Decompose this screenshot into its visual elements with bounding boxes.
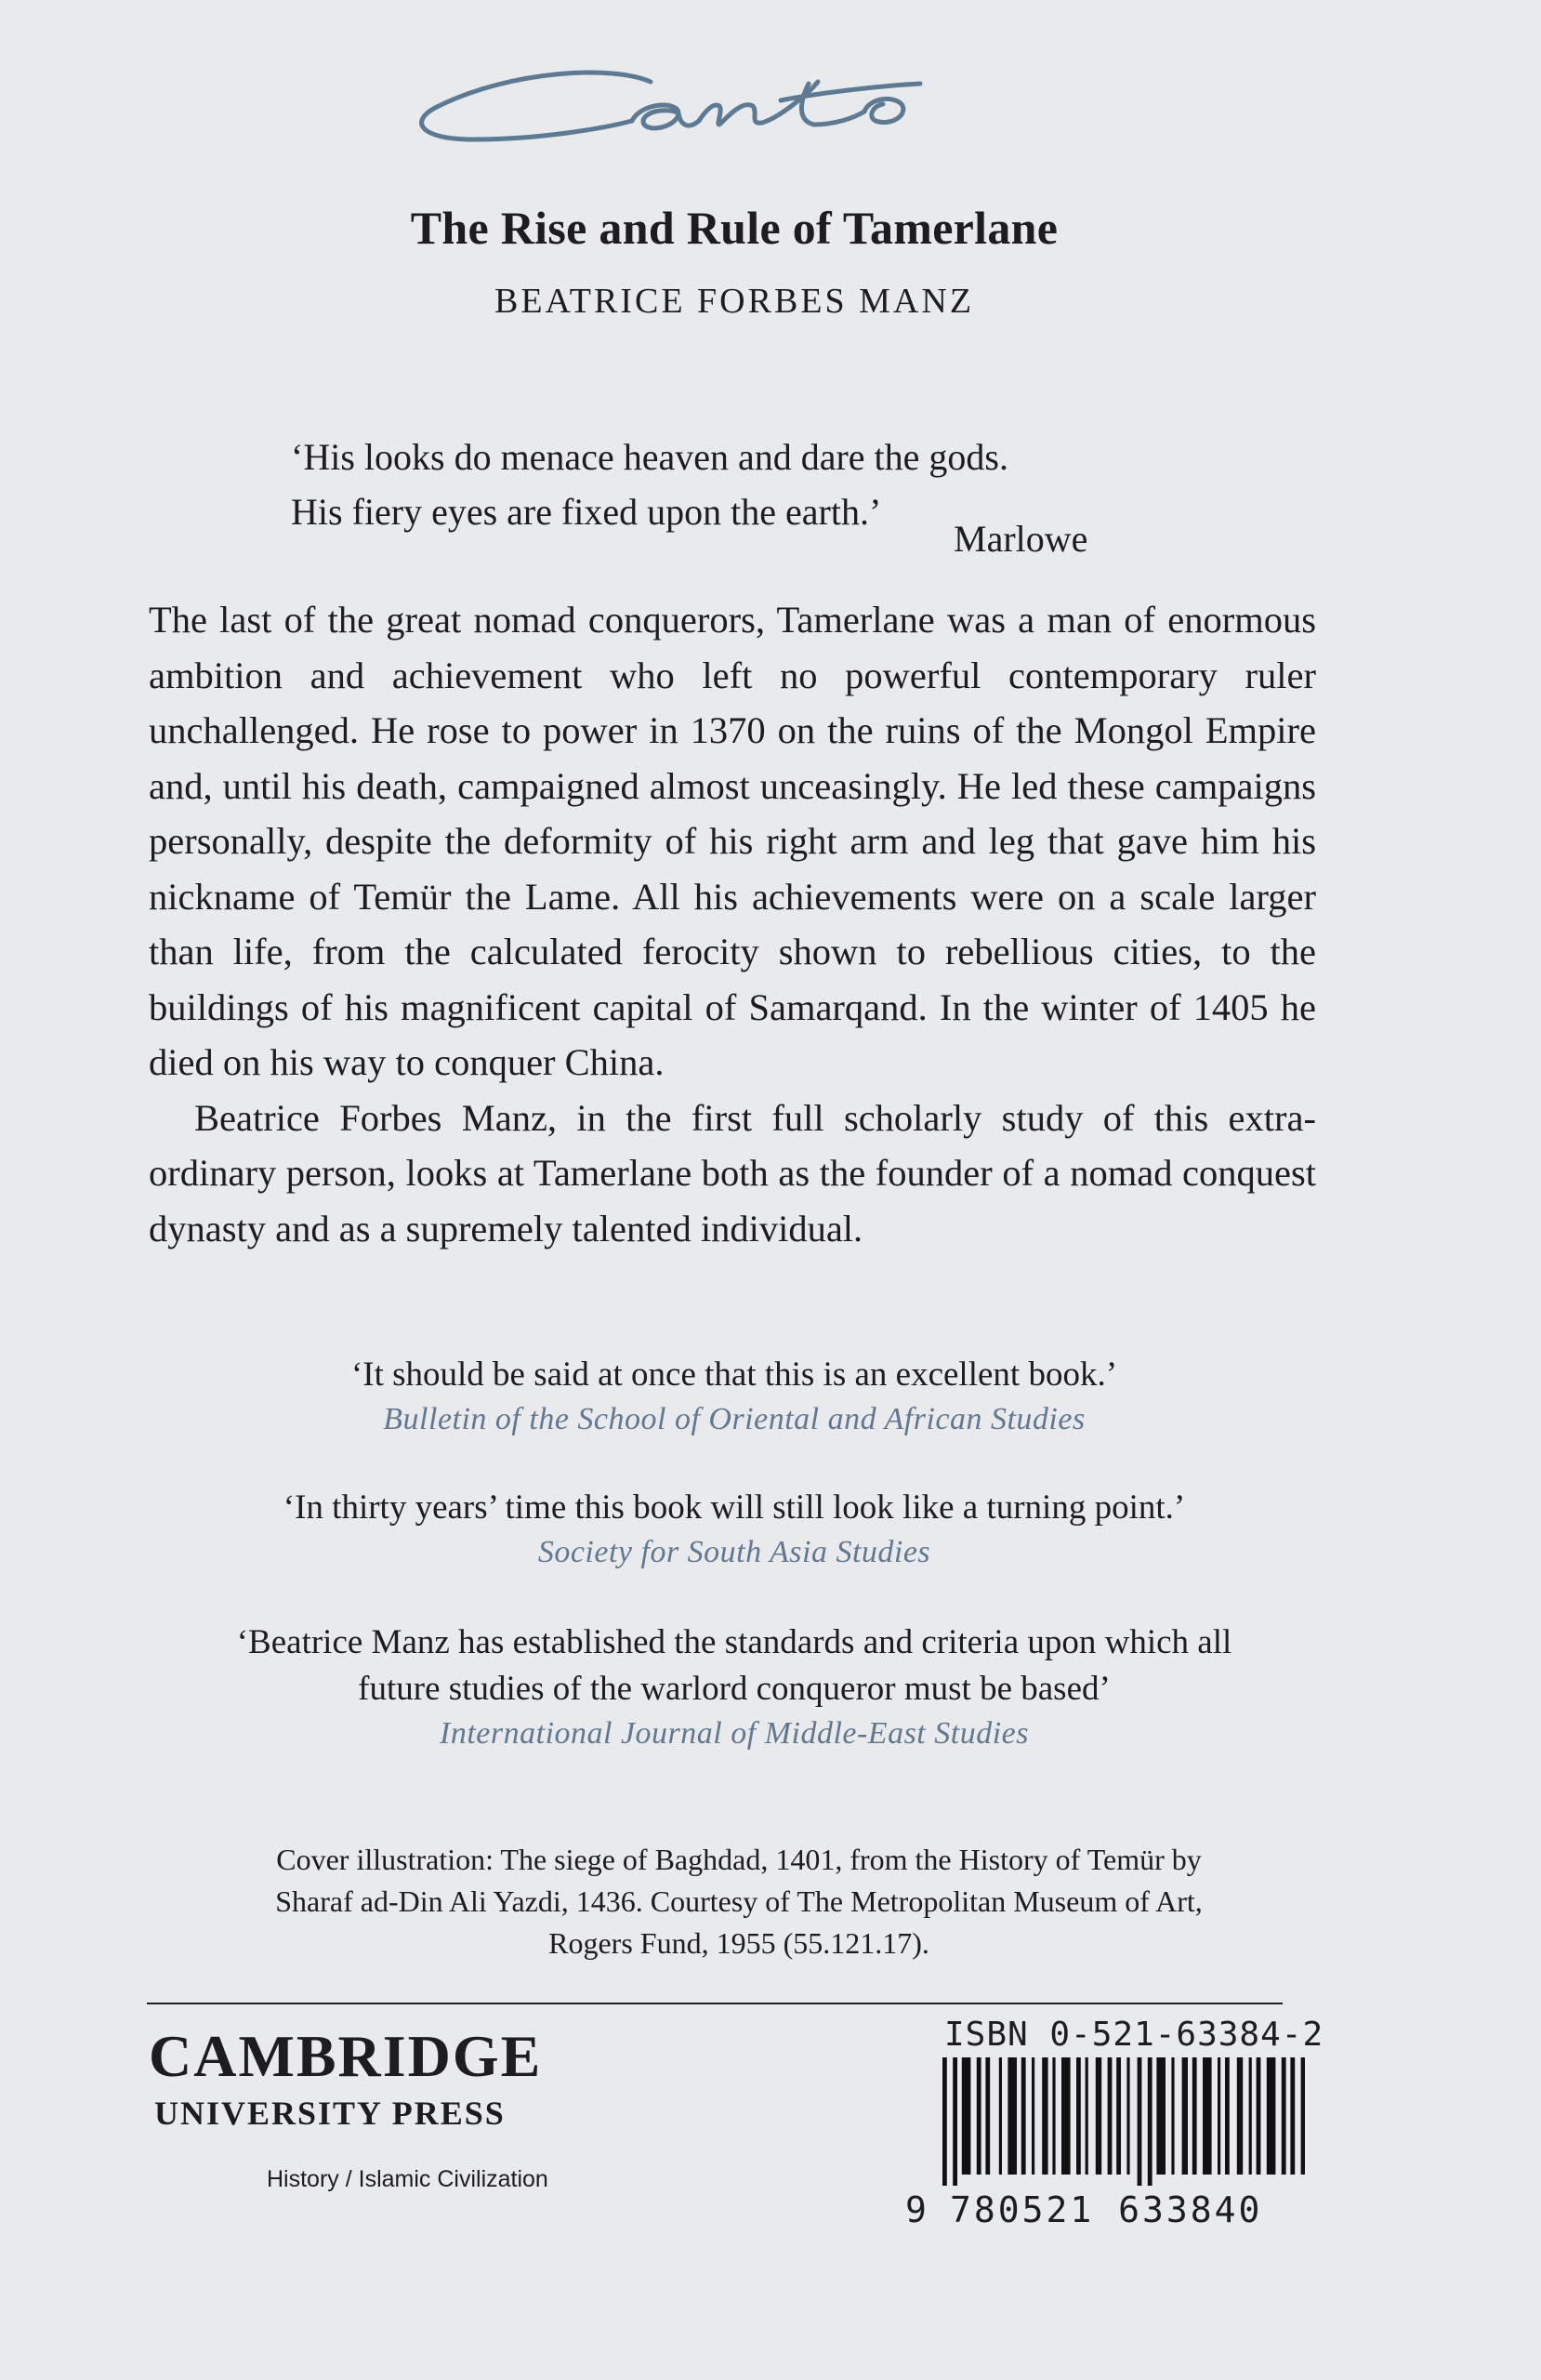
barcode-bar: [1257, 2057, 1261, 2175]
barcode-bar: [1203, 2057, 1212, 2175]
barcode-bar: [1171, 2057, 1174, 2175]
review-quote: ‘Beatrice Manz has established the standards and criteria upon which all future studies of the warlord conqueror must be based’: [236, 1623, 1232, 1708]
barcode-bar: [1237, 2057, 1243, 2175]
review-2: [0, 1485, 1469, 1574]
barcode-bar: [962, 2057, 971, 2175]
barcode-bar: [1086, 2057, 1088, 2175]
review-source: Bulletin of the School of Oriental and African Studies: [383, 1402, 1086, 1436]
barcode-bar: [977, 2057, 981, 2175]
review-1: [0, 1352, 1469, 1441]
barcode-bar: [1138, 2057, 1142, 2186]
canto-logo-image: [400, 28, 1069, 167]
barcode-bar: [1032, 2057, 1034, 2175]
ean-digits: 780521 633840: [950, 2189, 1263, 2230]
epigraph-attribution: Marlowe: [954, 518, 1088, 560]
publisher-name: CAMBRIDGE: [149, 2023, 543, 2089]
divider-rule: [147, 2003, 1283, 2004]
review-source: Society for South Asia Studies: [537, 1535, 931, 1569]
credit-line: Sharaf ad-Din Ali Yazdi, 1436. Courtesy of The Metropolitan Museum of Art,: [275, 1884, 1203, 1918]
barcode-bar: [1182, 2057, 1188, 2175]
publisher-subname: UNIVERSITY PRESS: [154, 2095, 506, 2132]
barcode-bar: [1192, 2057, 1197, 2175]
book-title: The Rise and Rule of Tamerlane: [410, 202, 1059, 254]
barcode-bar: [1061, 2057, 1071, 2175]
description-paragraph: The last of the great nomad conquerors, Tamerlane was a man of enormous ambition and achievement who left no powerful contemporary ruler unchallenged. He rose to power in 1370 on the ruins of the Mongol Empire and, until his death, campaigned almost unceasingly. He led these campaigns personally, despite the deformity of his right arm and leg that gave him his nickname of Temür the Lame. All his achievements were on a scale larger than life, from the calculated ferocity shown to rebellious cities, to the buildings of his magnificent capital of Samarqand. In the winter of 1405 he died on his way to conquer China.: [149, 599, 1316, 1083]
barcode-bar: [1076, 2057, 1081, 2175]
review-quote: ‘In thirty years’ time this book will still look like a turning point.’: [283, 1488, 1186, 1527]
barcode-bar: [1108, 2057, 1113, 2175]
review-source: International Journal of Middle-East Studies: [440, 1716, 1029, 1751]
barcode-bar: [985, 2057, 990, 2175]
barcode-bar: [1148, 2057, 1152, 2186]
barcode-bar: [942, 2057, 947, 2186]
barcode-bar: [1301, 2057, 1305, 2175]
barcode-bar: [1249, 2057, 1252, 2175]
isbn-label: ISBN 0-521-63384-2: [944, 2016, 1324, 2054]
barcode-bar: [1267, 2057, 1276, 2175]
cover-illustration-credit: [0, 1839, 1478, 1964]
credit-line: Rogers Fund, 1955 (55.121.17).: [548, 1926, 929, 1960]
book-description: [149, 592, 1316, 1256]
barcode-bar: [1290, 2057, 1295, 2175]
description-paragraph: Beatrice Forbes Manz, in the first full scholarly study of this extraordinary person, looks at Tamerlane both as the founder of a nomad conquest dynasty and as a supremely talented individual.: [149, 1096, 1316, 1250]
barcode-bar: [1225, 2057, 1230, 2175]
epigraph: [291, 430, 1008, 539]
barcode-bar: [1042, 2057, 1047, 2175]
subject-category: History / Islamic Civilization: [267, 2166, 548, 2192]
ean-barcode: [942, 2057, 1305, 2186]
epigraph-line: ‘His looks do menace heaven and dare the gods.: [291, 436, 1008, 478]
canto-series-logo: [400, 28, 1069, 167]
credit-line: Cover illustration: The siege of Baghdad, 1401, from the History of Temür by: [276, 1843, 1202, 1876]
barcode-bar: [1052, 2057, 1055, 2175]
barcode-bar: [1021, 2057, 1026, 2175]
barcode-bar: [1116, 2057, 1121, 2175]
barcode-bar: [953, 2057, 957, 2186]
barcode-bar: [1156, 2057, 1166, 2175]
barcode-bar: [1096, 2057, 1101, 2175]
ean-first-digit: 9: [905, 2189, 927, 2230]
epigraph-line: His fiery eyes are fixed upon the earth.’: [291, 491, 882, 533]
barcode-bar: [1218, 2057, 1220, 2175]
barcode-bar: [1282, 2057, 1286, 2175]
review-quote: ‘It should be said at once that this is an excellent book.’: [350, 1355, 1118, 1394]
barcode-bar: [1008, 2057, 1017, 2175]
book-author: BEATRICE FORBES MANZ: [494, 282, 975, 321]
barcode-bar: [1126, 2057, 1129, 2175]
barcode-bar: [999, 2057, 1002, 2175]
review-3: [0, 1620, 1469, 1755]
